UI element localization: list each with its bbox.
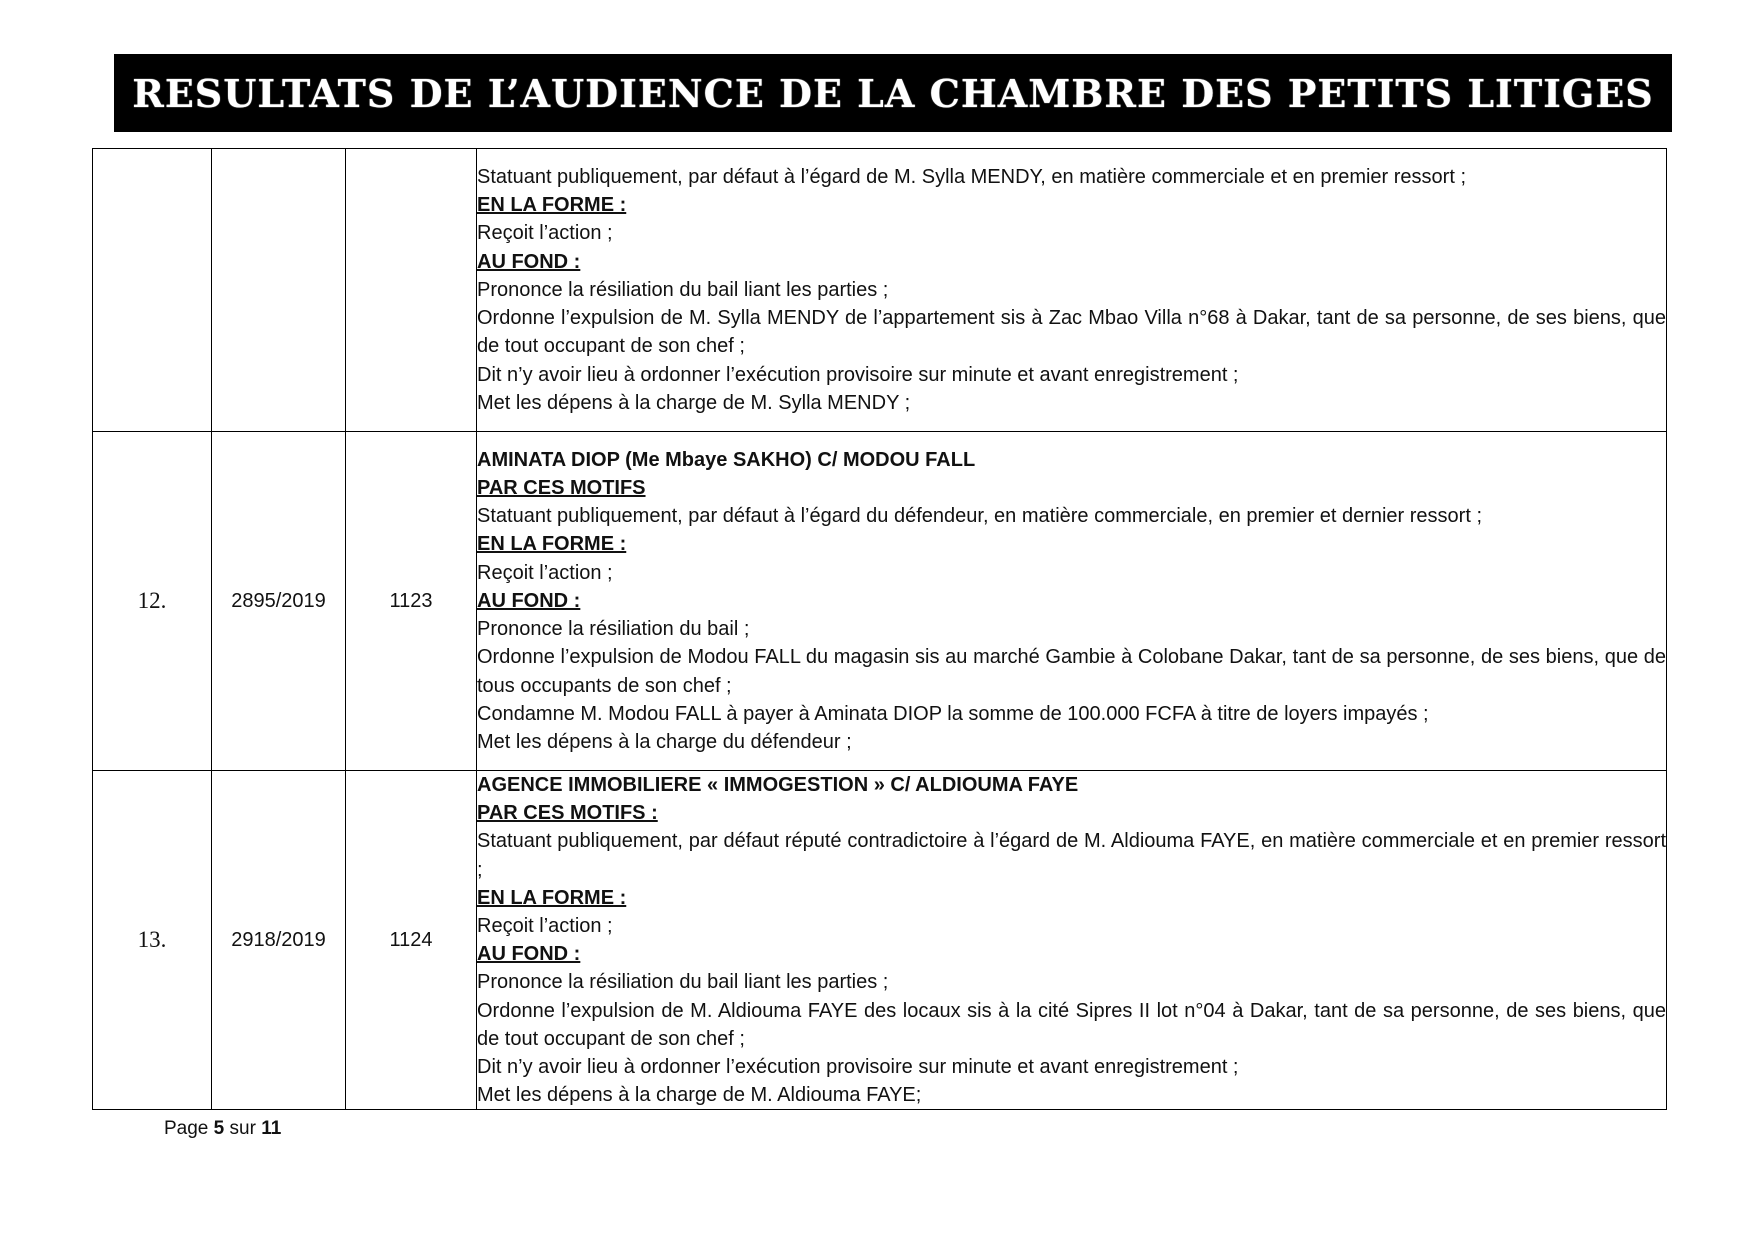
judgment-line: Ordonne l’expulsion de Modou FALL du magasin sis au marché Gambie à Colobane Dakar, tant de sa personne, de ses biens, que de tous occupants de son chef ; [477,646,1666,697]
parties-line: AMINATA DIOP (Me Mbaye SAKHO) C/ MODOU FALL [477,448,976,471]
judgment-line: Met les dépens à la charge de M. Aldiouma FAYE; [477,1084,922,1107]
judgment-line: Condamne M. Modou FALL à payer à Aminata DIOP la somme de 100.000 FCFA à titre de loyers impayés ; [477,702,1429,725]
case-number: 12. [93,432,212,771]
section-heading: AU FOND : [477,250,581,273]
judgment-line: Statuant publiquement, par défaut à l’égard du défendeur, en matière commerciale, en premier et dernier ressort ; [477,505,1483,528]
results-table [92,148,1667,1110]
judgment-line: Dit n’y avoir lieu à ordonner l’exécution provisoire sur minute et avant enregistrement ; [477,363,1239,386]
judgment-line: Statuant publiquement, par défaut réputé contradictoire à l’égard de M. Aldiouma FAYE, en matière commerciale et en premier ressort ; [477,830,1666,881]
case-number [93,149,212,432]
page-footer [164,1118,281,1140]
footer-prefix: Page [164,1118,209,1139]
title-banner [114,54,1672,132]
section-heading: PAR CES MOTIFS [477,477,646,500]
rg-number: 2918/2019 [212,771,346,1110]
section-heading: EN LA FORME : [477,533,627,556]
repertoire-number: 1124 [346,771,477,1110]
judgment-line: Ordonne l’expulsion de M. Sylla MENDY de l’appartement sis à Zac Mbao Villa n°68 à Dakar, tant de sa personne, de ses biens, que de tout occupant de son chef ; [477,307,1666,358]
judgment-line: Reçoit l’action ; [477,915,613,938]
section-heading: AU FOND : [477,589,581,612]
parties-line: AGENCE IMMOBILIERE « IMMOGESTION » C/ ALDIOUMA FAYE [477,774,1079,796]
judgment-line: Met les dépens à la charge de M. Sylla MENDY ; [477,391,911,414]
footer-current-page: 5 [213,1118,225,1139]
judgment-line: Ordonne l’expulsion de M. Aldiouma FAYE des locaux sis à la cité Sipres II lot n°04 à Dakar, tant de sa personne, de ses biens, que de tout occupant de son chef ; [477,999,1666,1050]
repertoire-number: 1123 [346,432,477,771]
judgment-line: Met les dépens à la charge du défendeur ; [477,730,852,753]
footer-separator: sur [229,1118,256,1139]
footer-total-pages: 11 [261,1118,282,1139]
table-row [93,149,1667,432]
judgment-line: Dit n’y avoir lieu à ordonner l’exécution provisoire sur minute et avant enregistrement ; [477,1056,1239,1079]
page-title: RESULTATS DE L’AUDIENCE DE LA CHAMBRE DES PETITS LITIGES [132,70,1654,116]
judgment-content [477,432,1667,771]
judgment-line: Prononce la résiliation du bail liant les parties ; [477,971,889,994]
rg-number [212,149,346,432]
section-heading: EN LA FORME : [477,886,627,909]
table-row [93,432,1667,771]
judgment-line: Statuant publiquement, par défaut à l’égard de M. Sylla MENDY, en matière commerciale et en premier ressort ; [477,166,1466,189]
section-heading: AU FOND : [477,943,581,966]
judgment-line: Prononce la résiliation du bail liant les parties ; [477,278,889,301]
section-heading: EN LA FORME : [477,194,627,217]
repertoire-number [346,149,477,432]
judgment-content [477,149,1667,432]
judgment-line: Prononce la résiliation du bail ; [477,618,750,641]
section-heading: PAR CES MOTIFS : [477,802,658,825]
judgment-line: Reçoit l’action ; [477,222,613,245]
judgment-line: Reçoit l’action ; [477,561,613,584]
case-number: 13. [93,771,212,1110]
rg-number: 2895/2019 [212,432,346,771]
table-row [93,771,1667,1110]
judgment-content [477,771,1667,1110]
